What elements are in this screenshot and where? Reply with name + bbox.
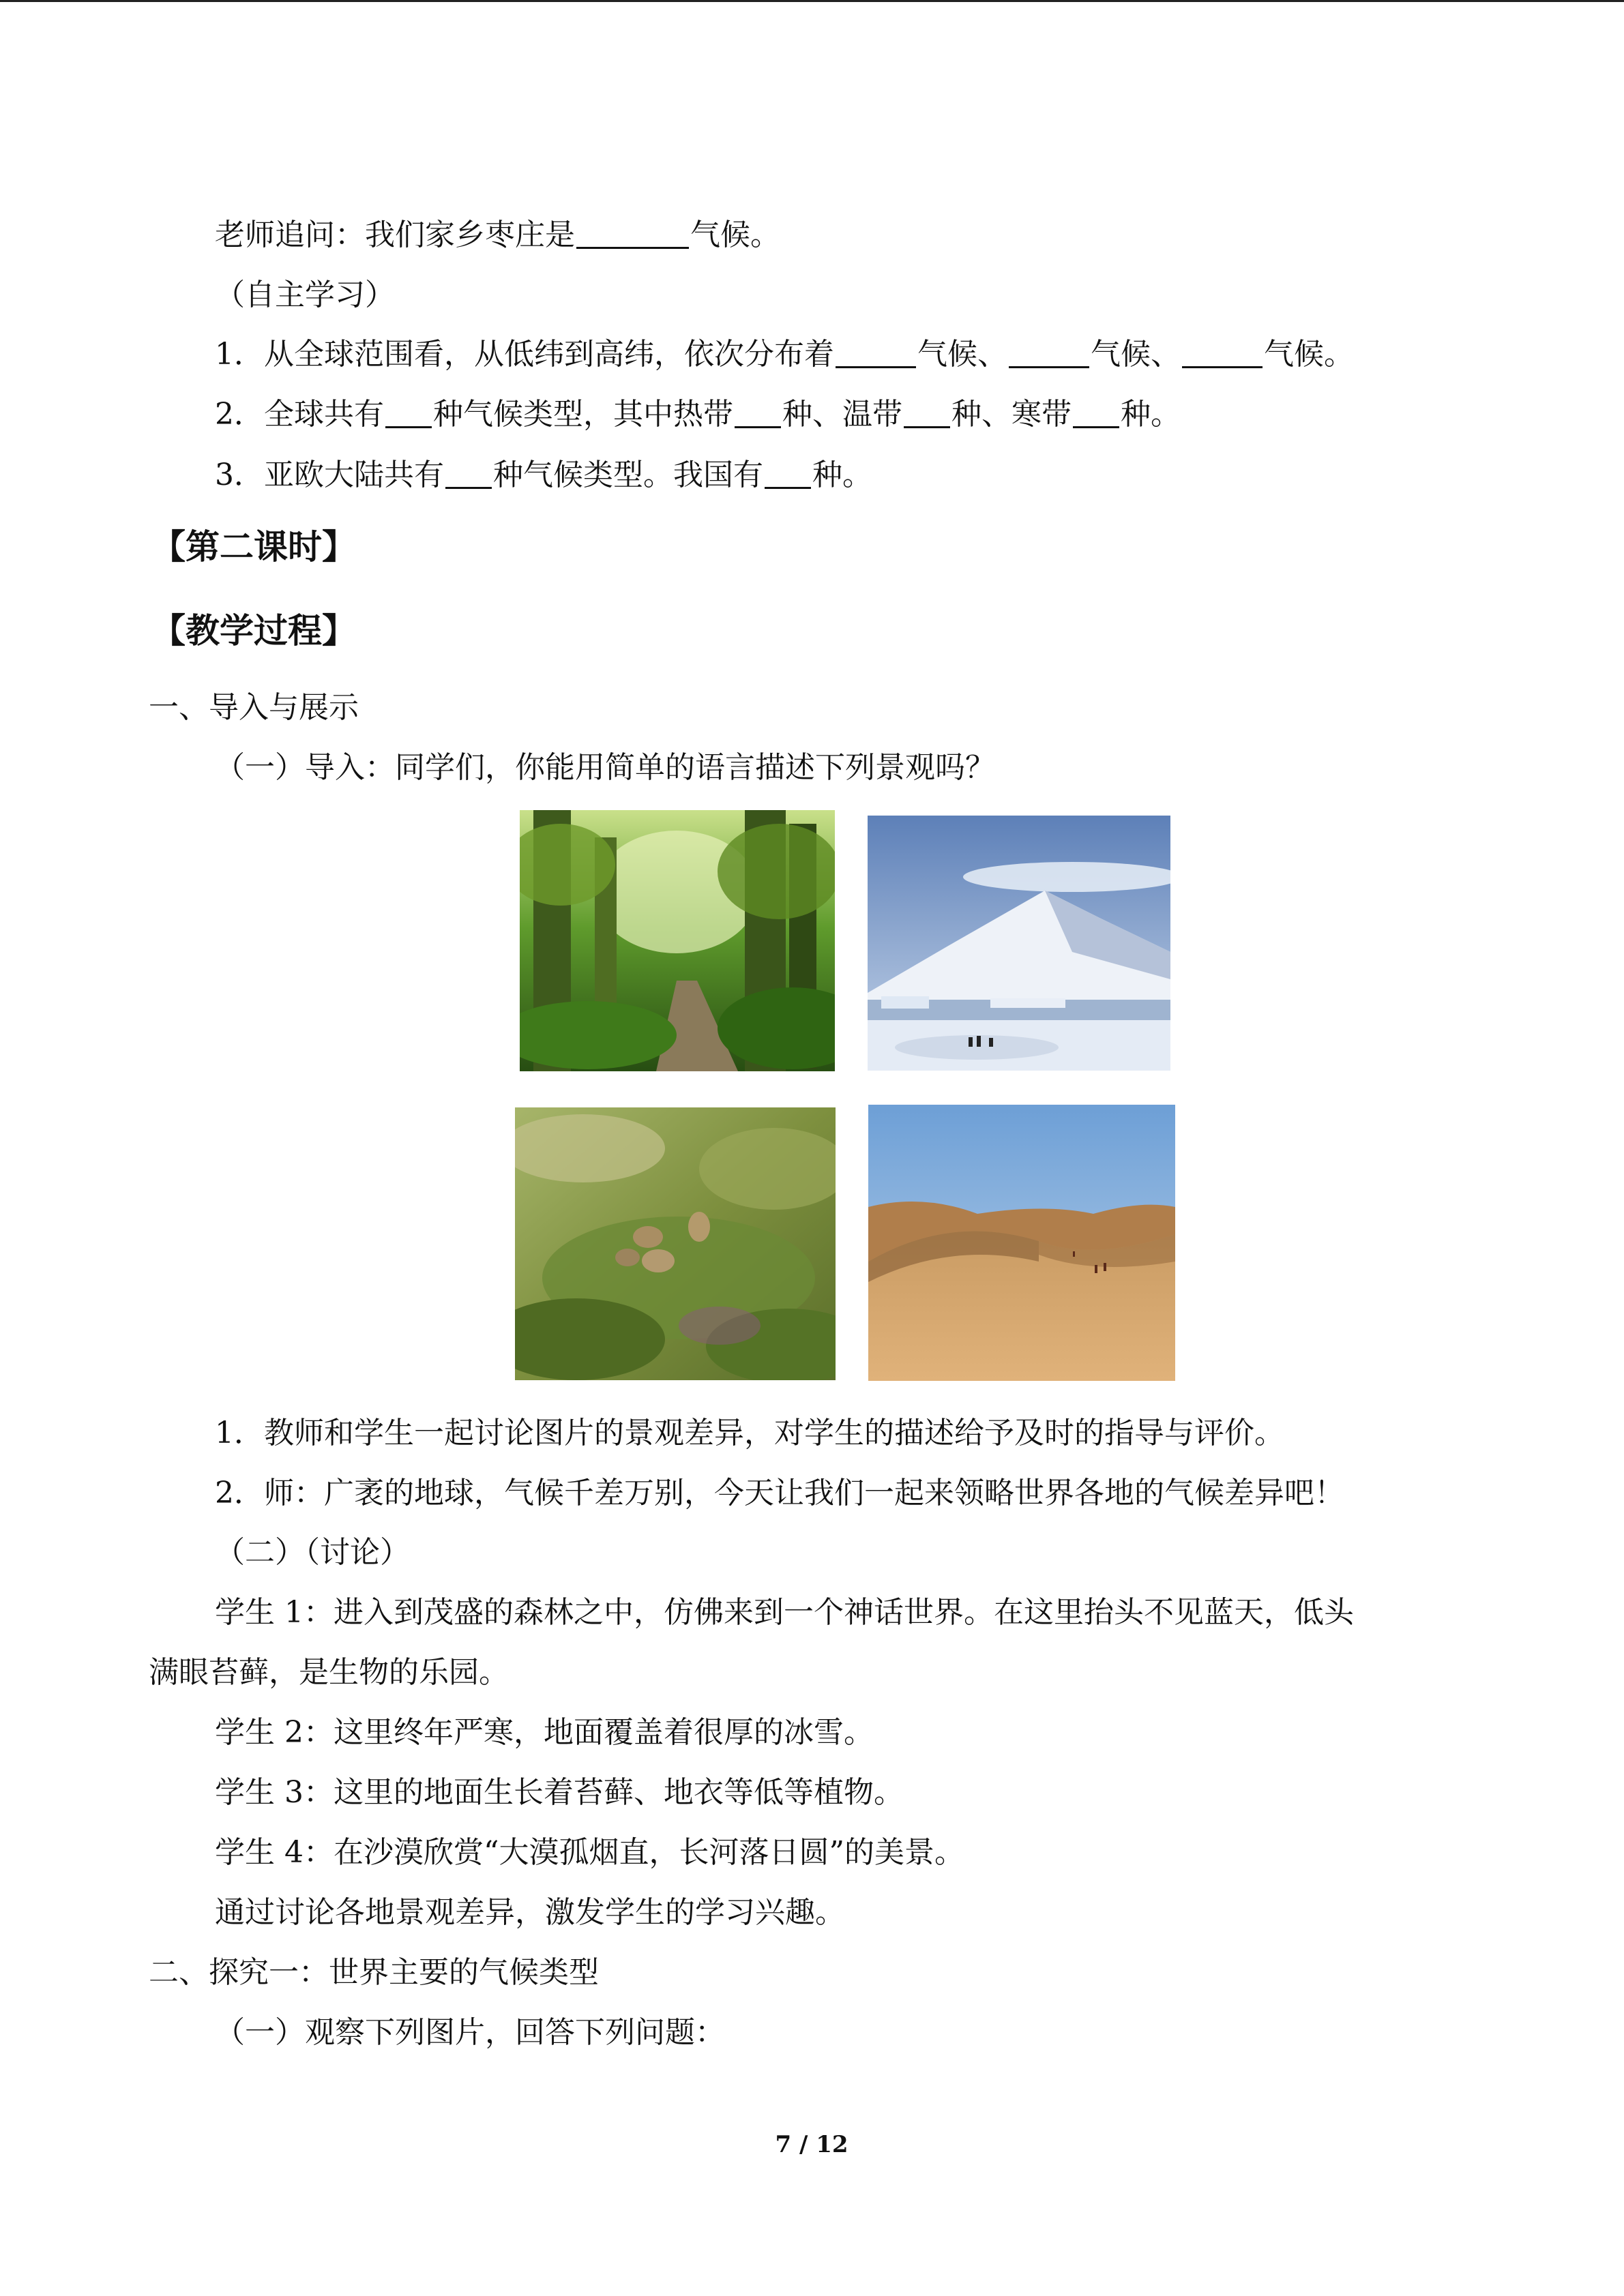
- question-2: [215, 394, 1181, 435]
- text: 种。: [1121, 397, 1181, 432]
- fill-blank: [576, 220, 689, 249]
- text: 1．从全球范围看，从低纬到高纬，依次分布着: [215, 337, 834, 372]
- discussion-label: （二）（讨论）: [215, 1535, 410, 1570]
- paragraph-1: 1．教师和学生一起讨论图片的景观差异，对学生的描述给予及时的指导与评价。: [215, 1416, 1284, 1450]
- fill-blank: [385, 399, 432, 428]
- page-number: 7 / 12: [775, 2131, 848, 2158]
- text: 种、寒带: [951, 397, 1072, 432]
- polar-ice-photo: [868, 816, 1170, 1071]
- text: 2．全球共有: [215, 397, 384, 432]
- student-2: 学生 2：这里终年严寒，地面覆盖着很厚的冰雪。: [215, 1715, 874, 1750]
- tundra-photo: [515, 1107, 836, 1380]
- text: 气候。: [690, 218, 780, 252]
- heading-second-lesson: 【第二课时】: [151, 527, 356, 567]
- text: 气候、: [917, 337, 1007, 372]
- fill-blank: [1009, 339, 1089, 368]
- text: 气候。: [1264, 337, 1354, 372]
- student-4: 学生 4：在沙漠欣赏“大漠孤烟直，长河落日圆”的美景。: [215, 1835, 964, 1870]
- rainforest-photo: [520, 810, 835, 1071]
- fill-blank: [765, 460, 811, 489]
- text: 种。: [812, 458, 872, 492]
- student-1-line-2: 满眼苔藓，是生物的乐园。: [149, 1655, 509, 1690]
- summary: 通过讨论各地景观差异，激发学生的学习兴趣。: [215, 1895, 845, 1930]
- self-study-label: （自主学习）: [215, 278, 395, 312]
- paragraph-2: 2．师：广袤的地球，气候千差万别，今天让我们一起来领略世界各地的气候差异吧！: [215, 1476, 1344, 1510]
- section2-title: 二、探究一：世界主要的气候类型: [149, 1955, 599, 1990]
- question-3: [215, 455, 872, 496]
- text: 老师追问：我们家乡枣庄是: [215, 218, 575, 252]
- fill-blank: [445, 460, 492, 489]
- text: 气候、: [1091, 337, 1181, 372]
- fill-blank: [1073, 399, 1119, 428]
- text: 种、温带: [782, 397, 902, 432]
- fill-blank: [836, 339, 916, 368]
- student-3: 学生 3：这里的地面生长着苔藓、地衣等低等植物。: [215, 1775, 904, 1810]
- heading-teaching-process: 【教学过程】: [151, 611, 356, 651]
- fill-blank: [735, 399, 781, 428]
- fill-blank: [904, 399, 950, 428]
- fill-blank: [1182, 339, 1263, 368]
- student-1-line-1: 学生 1：进入到茂盛的森林之中，仿佛来到一个神话世界。在这里抬头不见蓝天，低头: [215, 1595, 1354, 1630]
- section2-intro: （一）观察下列图片，回答下列问题：: [215, 2015, 725, 2050]
- section1-intro: （一）导入：同学们，你能用简单的语言描述下列景观吗？: [215, 750, 995, 785]
- teacher-question-line: [215, 215, 780, 256]
- question-1: [215, 334, 1354, 375]
- text: 3．亚欧大陆共有: [215, 458, 444, 492]
- section1-title: 一、导入与展示: [149, 690, 359, 725]
- desert-photo: [868, 1105, 1175, 1381]
- text: 种气候类型。我国有: [493, 458, 763, 492]
- text: 种气候类型，其中热带: [433, 397, 733, 432]
